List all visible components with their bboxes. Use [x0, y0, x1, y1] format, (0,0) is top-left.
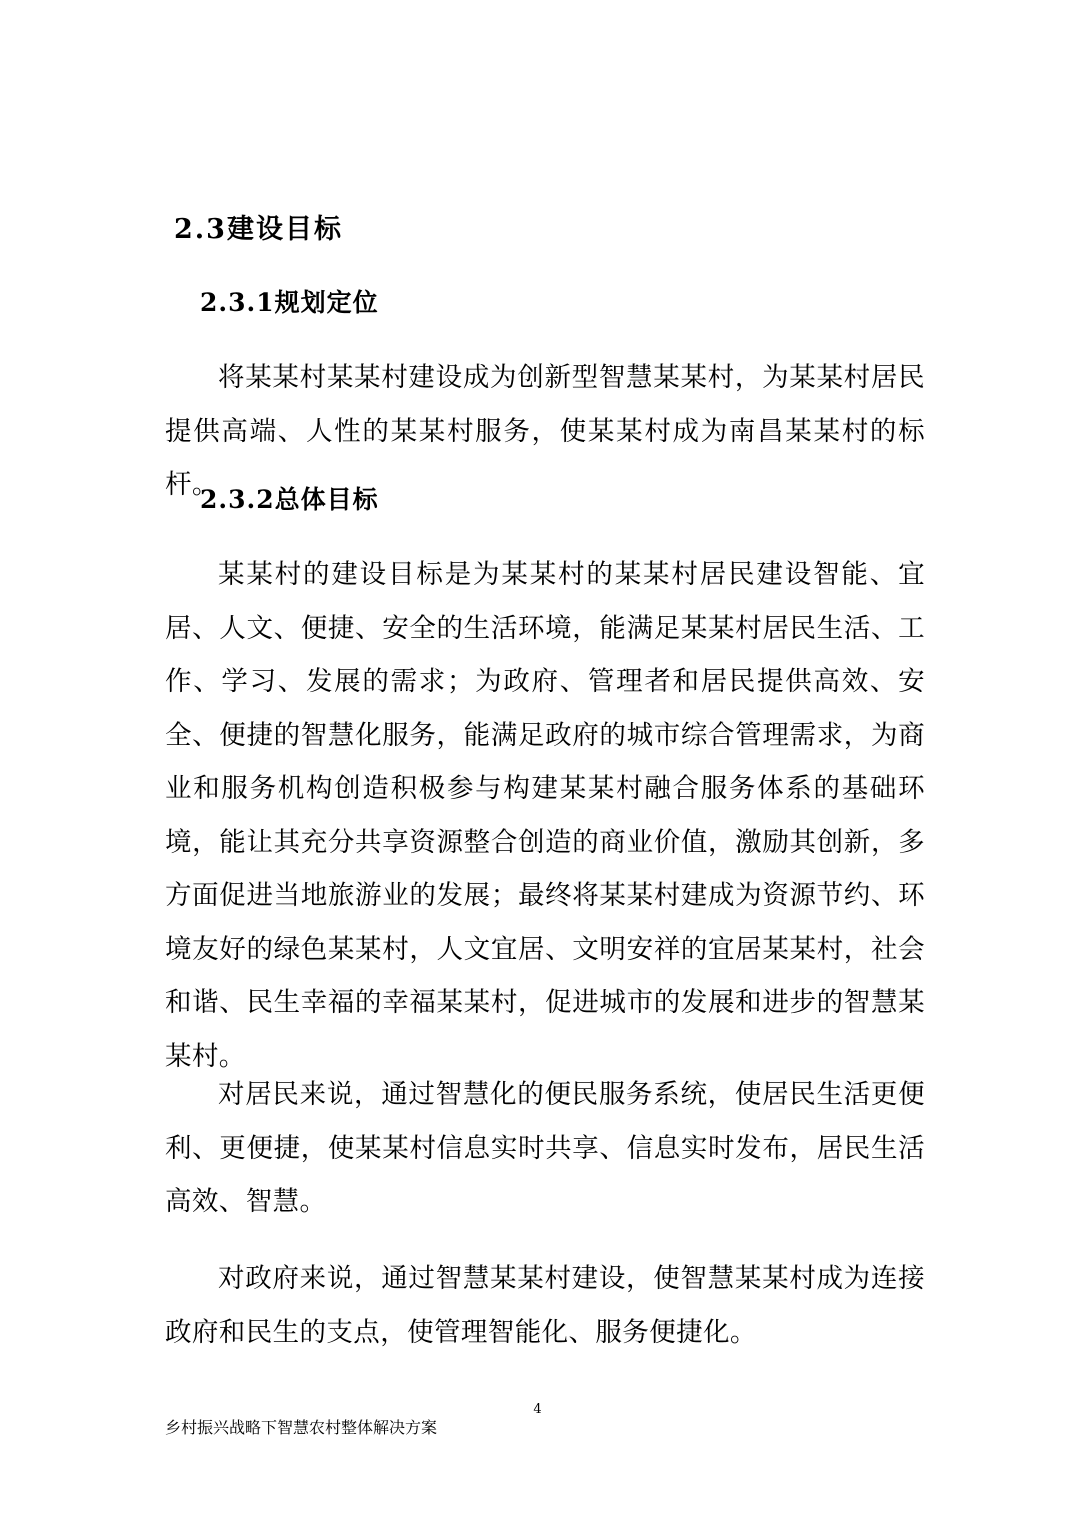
page-number: 4: [533, 1402, 542, 1417]
paragraph-overall-goal: 某某村的建设目标是为某某村的某某村居民建设智能、宜居、人文、便捷、安全的生活环境，能满足某某村居民生活、工作、学习、发展的需求；为政府、管理者和居民提供高效、安全、便捷的智慧化服务，能满足政府的城市综合管理需求，为商业和服务机构创造积极参与构建某某村融合服务体系的基础环境，能让其充分共享资源整合创造的商业价值，激励其创新，多方面促进当地旅游业的发展；最终将某某村建成为资源节约、环境友好的绿色某某村，人文宜居、文明安祥的宜居某某村，社会和谐、民生幸福的幸福某某村，促进城市的发展和进步的智慧某某村。: [165, 559, 925, 1072]
paragraph-planning: 将某某村某某村建设成为创新型智慧某某村，为某某村居民提供高端、人性的某某村服务，使某某村成为南昌某某村的标杆。: [165, 362, 925, 500]
subsection-heading-planning: 2.3.1规划定位: [200, 288, 379, 317]
section-heading: 2.3建设目标: [174, 214, 343, 245]
subsection-heading-overall-goal: 2.3.2总体目标: [200, 485, 379, 514]
paragraph-government: 对政府来说，通过智慧某某村建设，使智慧某某村成为连接政府和民生的支点，使管理智能化、服务便捷化。: [165, 1263, 925, 1348]
paragraph-residents: 对居民来说，通过智慧化的便民服务系统，使居民生活更便利、更便捷，使某某村信息实时共享、信息实时发布，居民生活高效、智慧。: [165, 1079, 925, 1217]
footer-title: 乡村振兴战略下智慧农村整体解决方案: [165, 1418, 438, 1437]
